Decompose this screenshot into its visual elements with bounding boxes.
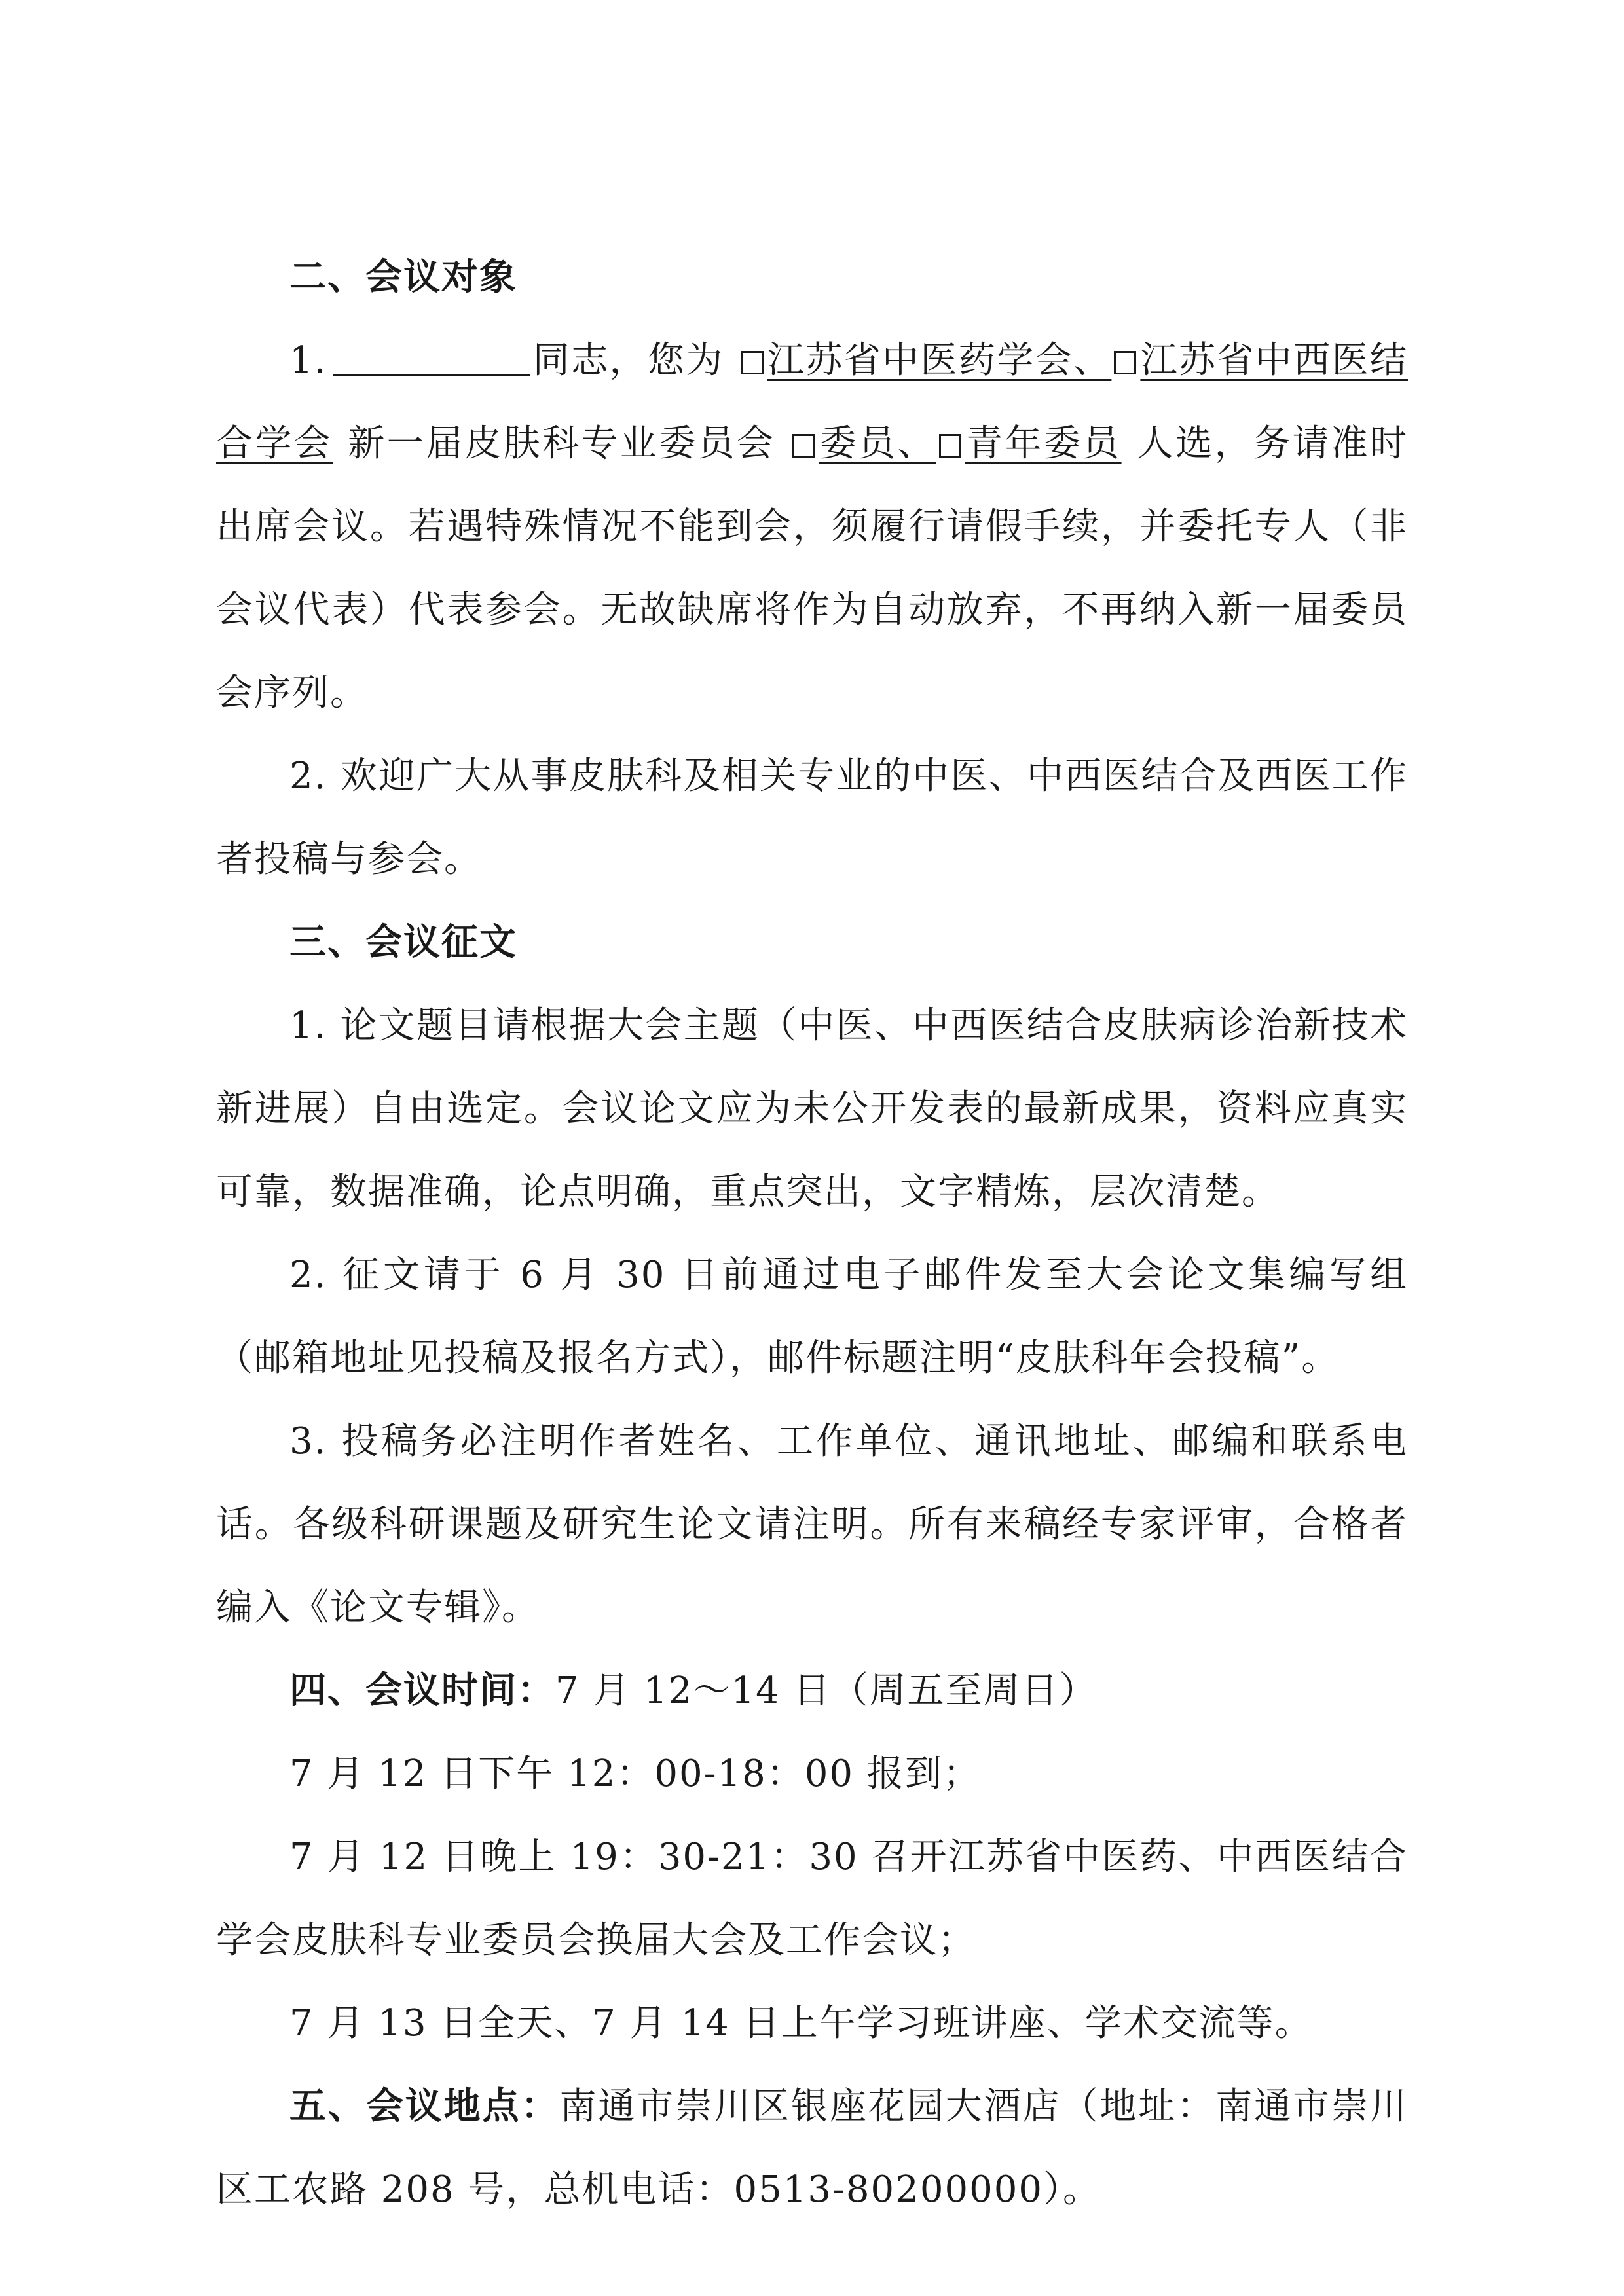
option-label: 江苏省中医药学会、: [767, 339, 1112, 382]
schedule-line: 7 月 12 日下午 12：00-18：00 报到；: [289, 1753, 981, 1795]
papers-item-3: 3. 投稿务必注明作者姓名、工作单位、通讯地址、邮编和联系电话。各级科研课题及研究生论文请注明。所有来稿经专家评审，合格者编入《论文专辑》。: [216, 1420, 1408, 1629]
item-text: 新一届皮肤科专业委员会: [347, 422, 776, 465]
role-options: [790, 422, 1121, 465]
meeting-time-value: 7 月 12～14 日（周五至周日）: [555, 1669, 1098, 1712]
item-text: 人选，务请准时出席会议。若遇特殊情况不能到会，须履行请假手续，并委托专人（非会议代表）代表参会。无故缺席将作为自动放弃，不再纳入新一届委员会序列。: [216, 422, 1409, 714]
checkbox-icon: [741, 351, 764, 374]
schedule-line: 7 月 13 日全天、7 月 14 日上午学习班讲座、学术交流等。: [289, 2002, 1313, 2045]
meeting-venue-label: 五、会议地点：: [289, 2085, 560, 2128]
checkbox-icon: [792, 434, 815, 458]
name-blank-line: [333, 337, 530, 376]
schedule-line: 7 月 12 日晚上 19：30-21：30 召开江苏省中医药、中西医结合学会皮肤科专业委员会换届大会及工作会议；: [216, 1836, 1408, 1961]
section-heading-attendees: 二、会议对象: [289, 256, 517, 299]
papers-item-2: 2. 征文请于 6 月 30 日前通过电子邮件发至大会论文集编写组（邮箱地址见投稿及报名方式），邮件标题注明“皮肤科年会投稿”。: [216, 1254, 1408, 1379]
option-label: 青年委员: [965, 422, 1122, 465]
item-number: 1.: [289, 339, 327, 382]
attendees-item-1: [216, 319, 1408, 735]
checkbox-icon: [939, 434, 961, 458]
checkbox-icon: [1114, 351, 1136, 374]
meeting-venue: [216, 2065, 1408, 2231]
meeting-venue-value: 南通市崇川区银座花园大酒店（地址：南通市崇川区工农路 208 号，总机电话：0513-80200000）。: [216, 2085, 1409, 2211]
section-heading-papers: 三、会议征文: [289, 921, 517, 964]
option-label: 委员、: [819, 422, 936, 465]
papers-item-1: 1. 论文题目请根据大会主题（中医、中西医结合皮肤病诊治新技术新进展）自由选定。会议论文应为未公开发表的最新成果，资料应真实可靠，数据准确，论点明确，重点突出，文字精炼，层次清楚。: [216, 1004, 1408, 1213]
meeting-time-label: 四、会议时间：: [289, 1669, 555, 1712]
meeting-time: [216, 1649, 1408, 1732]
attendees-item-2: 2. 欢迎广大从事皮肤科及相关专业的中医、中西医结合及西医工作者投稿与参会。: [216, 755, 1408, 881]
option-label: 江苏省中西医结合学会: [216, 339, 1409, 465]
item-text: 同志，您为: [532, 339, 724, 382]
